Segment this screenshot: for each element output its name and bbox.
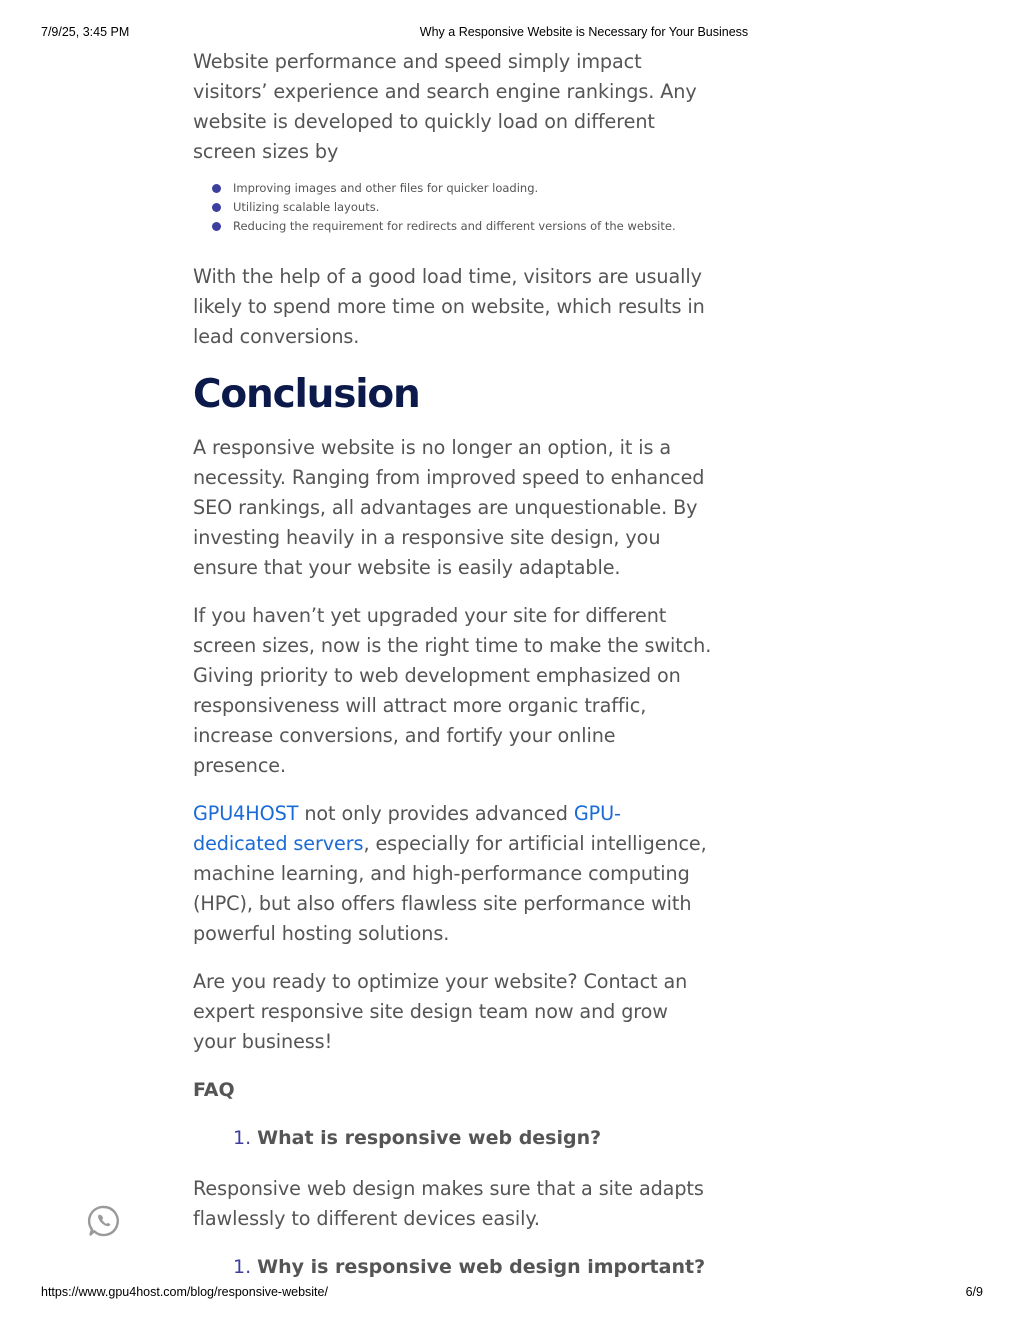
faq-question-text: Why is responsive web design important? (257, 1256, 706, 1278)
article-content (193, 47, 713, 1282)
performance-bullet-list (193, 179, 713, 236)
print-url: https://www.gpu4host.com/blog/responsive-website/ (41, 1285, 328, 1299)
faq-question-2 (193, 1252, 713, 1282)
bullet-text: Reducing the requirement for redirects and different versions of the website. (233, 219, 676, 233)
print-datetime: 7/9/25, 3:45 PM (41, 25, 130, 39)
gpu-dedicated-servers-link[interactable]: GPU-dedicated servers (193, 802, 621, 855)
list-item (193, 217, 713, 236)
print-page-number: 6/9 (965, 1285, 983, 1299)
bullet-dot-icon (212, 184, 221, 193)
list-item (193, 179, 713, 198)
bullet-dot-icon (212, 203, 221, 212)
faq-question-1 (193, 1123, 713, 1153)
print-footer (0, 1285, 1024, 1301)
print-page-title: Why a Responsive Website is Necessary for Your Business (419, 25, 749, 39)
faq-answer-1: Responsive web design makes sure that a site adapts flawlessly to different devices easily. (193, 1177, 704, 1230)
load-time-paragraph: With the help of a good load time, visitors are usually likely to spend more time on website, which results in lead conversions. (193, 265, 705, 348)
faq-number: 1. (233, 1127, 252, 1149)
gpu-paragraph-text-2: , especially for artificial intelligence, machine learning, and high-performance computing (HPC), but also offers flawless site performance with powerful hosting solutions. (193, 832, 707, 945)
gpu-paragraph-text-1: not only provides advanced (298, 802, 574, 825)
gpu4host-paragraph (193, 799, 713, 949)
faq-label: FAQ (193, 1079, 235, 1101)
intro-paragraph: Website performance and speed simply impact visitors’ experience and search engine rankings. Any website is developed to quickly load on different screen sizes by (193, 50, 697, 163)
conclusion-heading: Conclusion (193, 372, 420, 417)
list-item (193, 198, 713, 217)
bullet-dot-icon (212, 222, 221, 231)
gpu4host-link[interactable]: GPU4HOST (193, 802, 299, 825)
conclusion-paragraph-2: If you haven’t yet upgraded your site for different screen sizes, now is the right time to make the switch. Giving priority to web development emphasized on responsiveness will attract more organic traffic, increase conversions, and fortify your online presence. (193, 604, 712, 777)
whatsapp-icon-graphic (87, 1204, 121, 1238)
bullet-text: Utilizing scalable layouts. (233, 200, 380, 214)
conclusion-paragraph-1: A responsive website is no longer an option, it is a necessity. Ranging from improved speed to enhanced SEO rankings, all advantages are unquestionable. By investing heavily in a responsive site design, you ensure that your website is easily adaptable. (193, 436, 705, 579)
faq-number: 1. (233, 1256, 252, 1278)
print-header (0, 25, 1024, 41)
cta-paragraph: Are you ready to optimize your website? Contact an expert responsive site design team now and grow your business! (193, 970, 688, 1053)
faq-question-text: What is responsive web design? (257, 1127, 602, 1149)
bullet-text: Improving images and other files for quicker loading. (233, 181, 539, 195)
whatsapp-icon[interactable] (87, 1204, 121, 1238)
